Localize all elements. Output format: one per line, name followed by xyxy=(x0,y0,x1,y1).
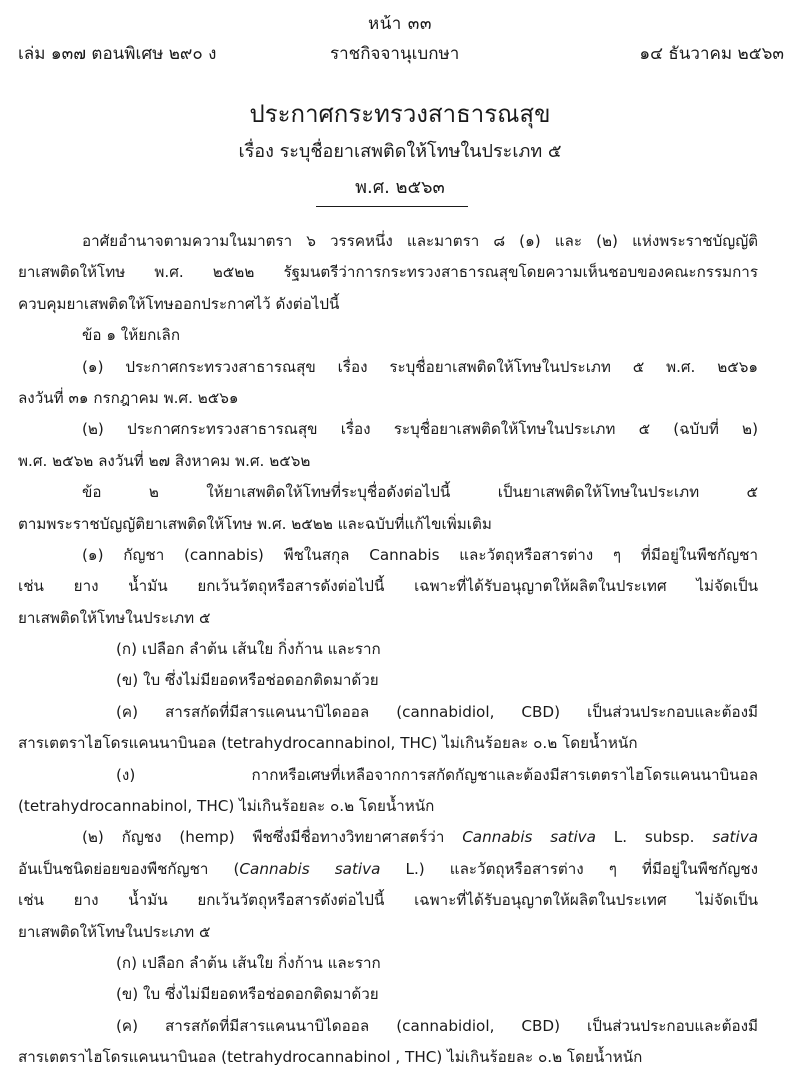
body-line: เช่น ยาง น้ำมัน ยกเว้นวัตถุหรือสารดังต่อไปนี้ เฉพาะที่ได้รับอนุญาตให้ผลิตในประเทศ ไม่จัดเป็น xyxy=(18,891,758,910)
sub-item: (ค) สารสกัดที่มีสารแคนนาบิไดออล (cannabidiol, CBD) เป็นส่วนประกอบและต้องมี xyxy=(116,702,758,721)
body-line: ตามพระราชบัญญัติยาเสพติดให้โทษ พ.ศ. ๒๕๒๒ และฉบับที่แก้ไขเพิ่มเติม xyxy=(18,514,492,533)
announcement-body xyxy=(18,226,758,1074)
body-line: ควบคุมยาเสพติดให้โทษออกประกาศไว้ ดังต่อไปนี้ xyxy=(18,294,340,313)
clause-heading: ข้อ ๒ ให้ยาเสพติดให้โทษที่ระบุชื่อดังต่อไปนี้ เป็นยาเสพติดให้โทษในประเภท ๕ xyxy=(82,483,758,502)
text-segment: L.) และวัตถุหรือสารต่าง ๆ ที่มีอยู่ในพืชกัญชง xyxy=(405,859,758,878)
text-segment: อันเป็นชนิดย่อยของพืชกัญชา ( xyxy=(18,859,240,878)
sub-item: (ข) ใบ ซึ่งไม่มียอดหรือช่อดอกติดมาด้วย xyxy=(116,671,379,690)
gazette-name: ราชกิจจานุเบกษา xyxy=(330,44,460,64)
body-line: อาศัยอำนาจตามความในมาตรา ๖ วรรคหนึ่ง และมาตรา ๘ (๑) และ (๒) แห่งพระราชบัญญัติ xyxy=(82,232,758,250)
body-line xyxy=(18,854,758,885)
body-line: สารเตตราไฮโดรแคนนาบินอล (tetrahydrocannabinol , THC) ไม่เกินร้อยละ ๐.๒ โดยน้ำหนัก xyxy=(18,1048,643,1067)
body-line: ยาเสพติดให้โทษ พ.ศ. ๒๕๒๒ รัฐมนตรีว่าการกระทรวงสาธารณสุขโดยความเห็นชอบของคณะกรรมการ xyxy=(18,263,758,282)
scientific-name: Cannabis sativa xyxy=(462,828,596,847)
body-line: เช่น ยาง น้ำมัน ยกเว้นวัตถุหรือสารดังต่อไปนี้ เฉพาะที่ได้รับอนุญาตให้ผลิตในประเทศ ไม่จัดเป็น xyxy=(18,577,758,596)
scientific-name: sativa xyxy=(712,828,758,847)
sub-item: (ค) สารสกัดที่มีสารแคนนาบิไดออล (cannabidiol, CBD) เป็นส่วนประกอบและต้องมี xyxy=(116,1016,758,1035)
sub-item: (ข) ใบ ซึ่งไม่มียอดหรือช่อดอกติดมาด้วย xyxy=(116,985,379,1004)
text-segment: L. subsp. xyxy=(613,828,695,847)
body-line: ยาเสพติดให้โทษในประเภท ๕ xyxy=(18,608,211,627)
body-line: (tetrahydrocannabinol, THC) ไม่เกินร้อยละ ๐.๒ โดยน้ำหนัก xyxy=(18,797,435,816)
publication-date: ๑๔ ธันวาคม ๒๕๖๓ xyxy=(639,44,784,64)
body-line: ยาเสพติดให้โทษในประเภท ๕ xyxy=(18,922,211,941)
page-number: หน้า ๓๓ xyxy=(367,14,433,34)
text-segment: (๒) กัญชง (hemp) พืชซึ่งมีชื่อทางวิทยาศาสตร์ว่า xyxy=(82,828,445,847)
announcement-subject: เรื่อง ระบุชื่อยาเสพติดให้โทษในประเภท ๕ xyxy=(238,141,562,162)
body-line: ลงวันที่ ๓๑ กรกฎาคม พ.ศ. ๒๕๖๑ xyxy=(18,388,239,407)
body-line xyxy=(18,822,758,853)
volume-issue: เล่ม ๑๓๗ ตอนพิเศษ ๒๙๐ ง xyxy=(18,44,217,64)
clause-heading: ข้อ ๑ ให้ยกเลิก xyxy=(82,326,181,345)
scientific-name: Cannabis sativa xyxy=(239,859,381,878)
body-line: (๑) กัญชา (cannabis) พืชในสกุล Cannabis และวัตถุหรือสารต่าง ๆ ที่มีอยู่ในพืชกัญชา xyxy=(82,545,758,564)
sub-item: (ก) เปลือก ลำต้น เส้นใย กิ่งก้าน และราก xyxy=(116,640,381,659)
sub-item: (ก) เปลือก ลำต้น เส้นใย กิ่งก้าน และราก xyxy=(116,953,381,972)
body-line: สารเตตราไฮโดรแคนนาบินอล (tetrahydrocannabinol, THC) ไม่เกินร้อยละ ๐.๒ โดยน้ำหนัก xyxy=(18,734,638,753)
body-line: พ.ศ. ๒๕๖๒ ลงวันที่ ๒๗ สิงหาคม พ.ศ. ๒๕๖๒ xyxy=(18,451,311,470)
title-divider xyxy=(316,206,468,207)
announcement-title: ประกาศกระทรวงสาธารณสุข xyxy=(249,100,551,128)
sub-item: (ง) กากหรือเศษที่เหลือจากการสกัดกัญชาและต้องมีสารเตตราไฮโดรแคนนาบินอล xyxy=(116,765,758,784)
announcement-year: พ.ศ. ๒๕๖๓ xyxy=(355,177,445,198)
body-line: (๒) ประกาศกระทรวงสาธารณสุข เรื่อง ระบุชื่อยาเสพติดให้โทษในประเภท ๕ (ฉบับที่ ๒) xyxy=(82,420,758,439)
body-line: (๑) ประกาศกระทรวงสาธารณสุข เรื่อง ระบุชื่อยาเสพติดให้โทษในประเภท ๕ พ.ศ. ๒๕๖๑ xyxy=(82,357,758,376)
